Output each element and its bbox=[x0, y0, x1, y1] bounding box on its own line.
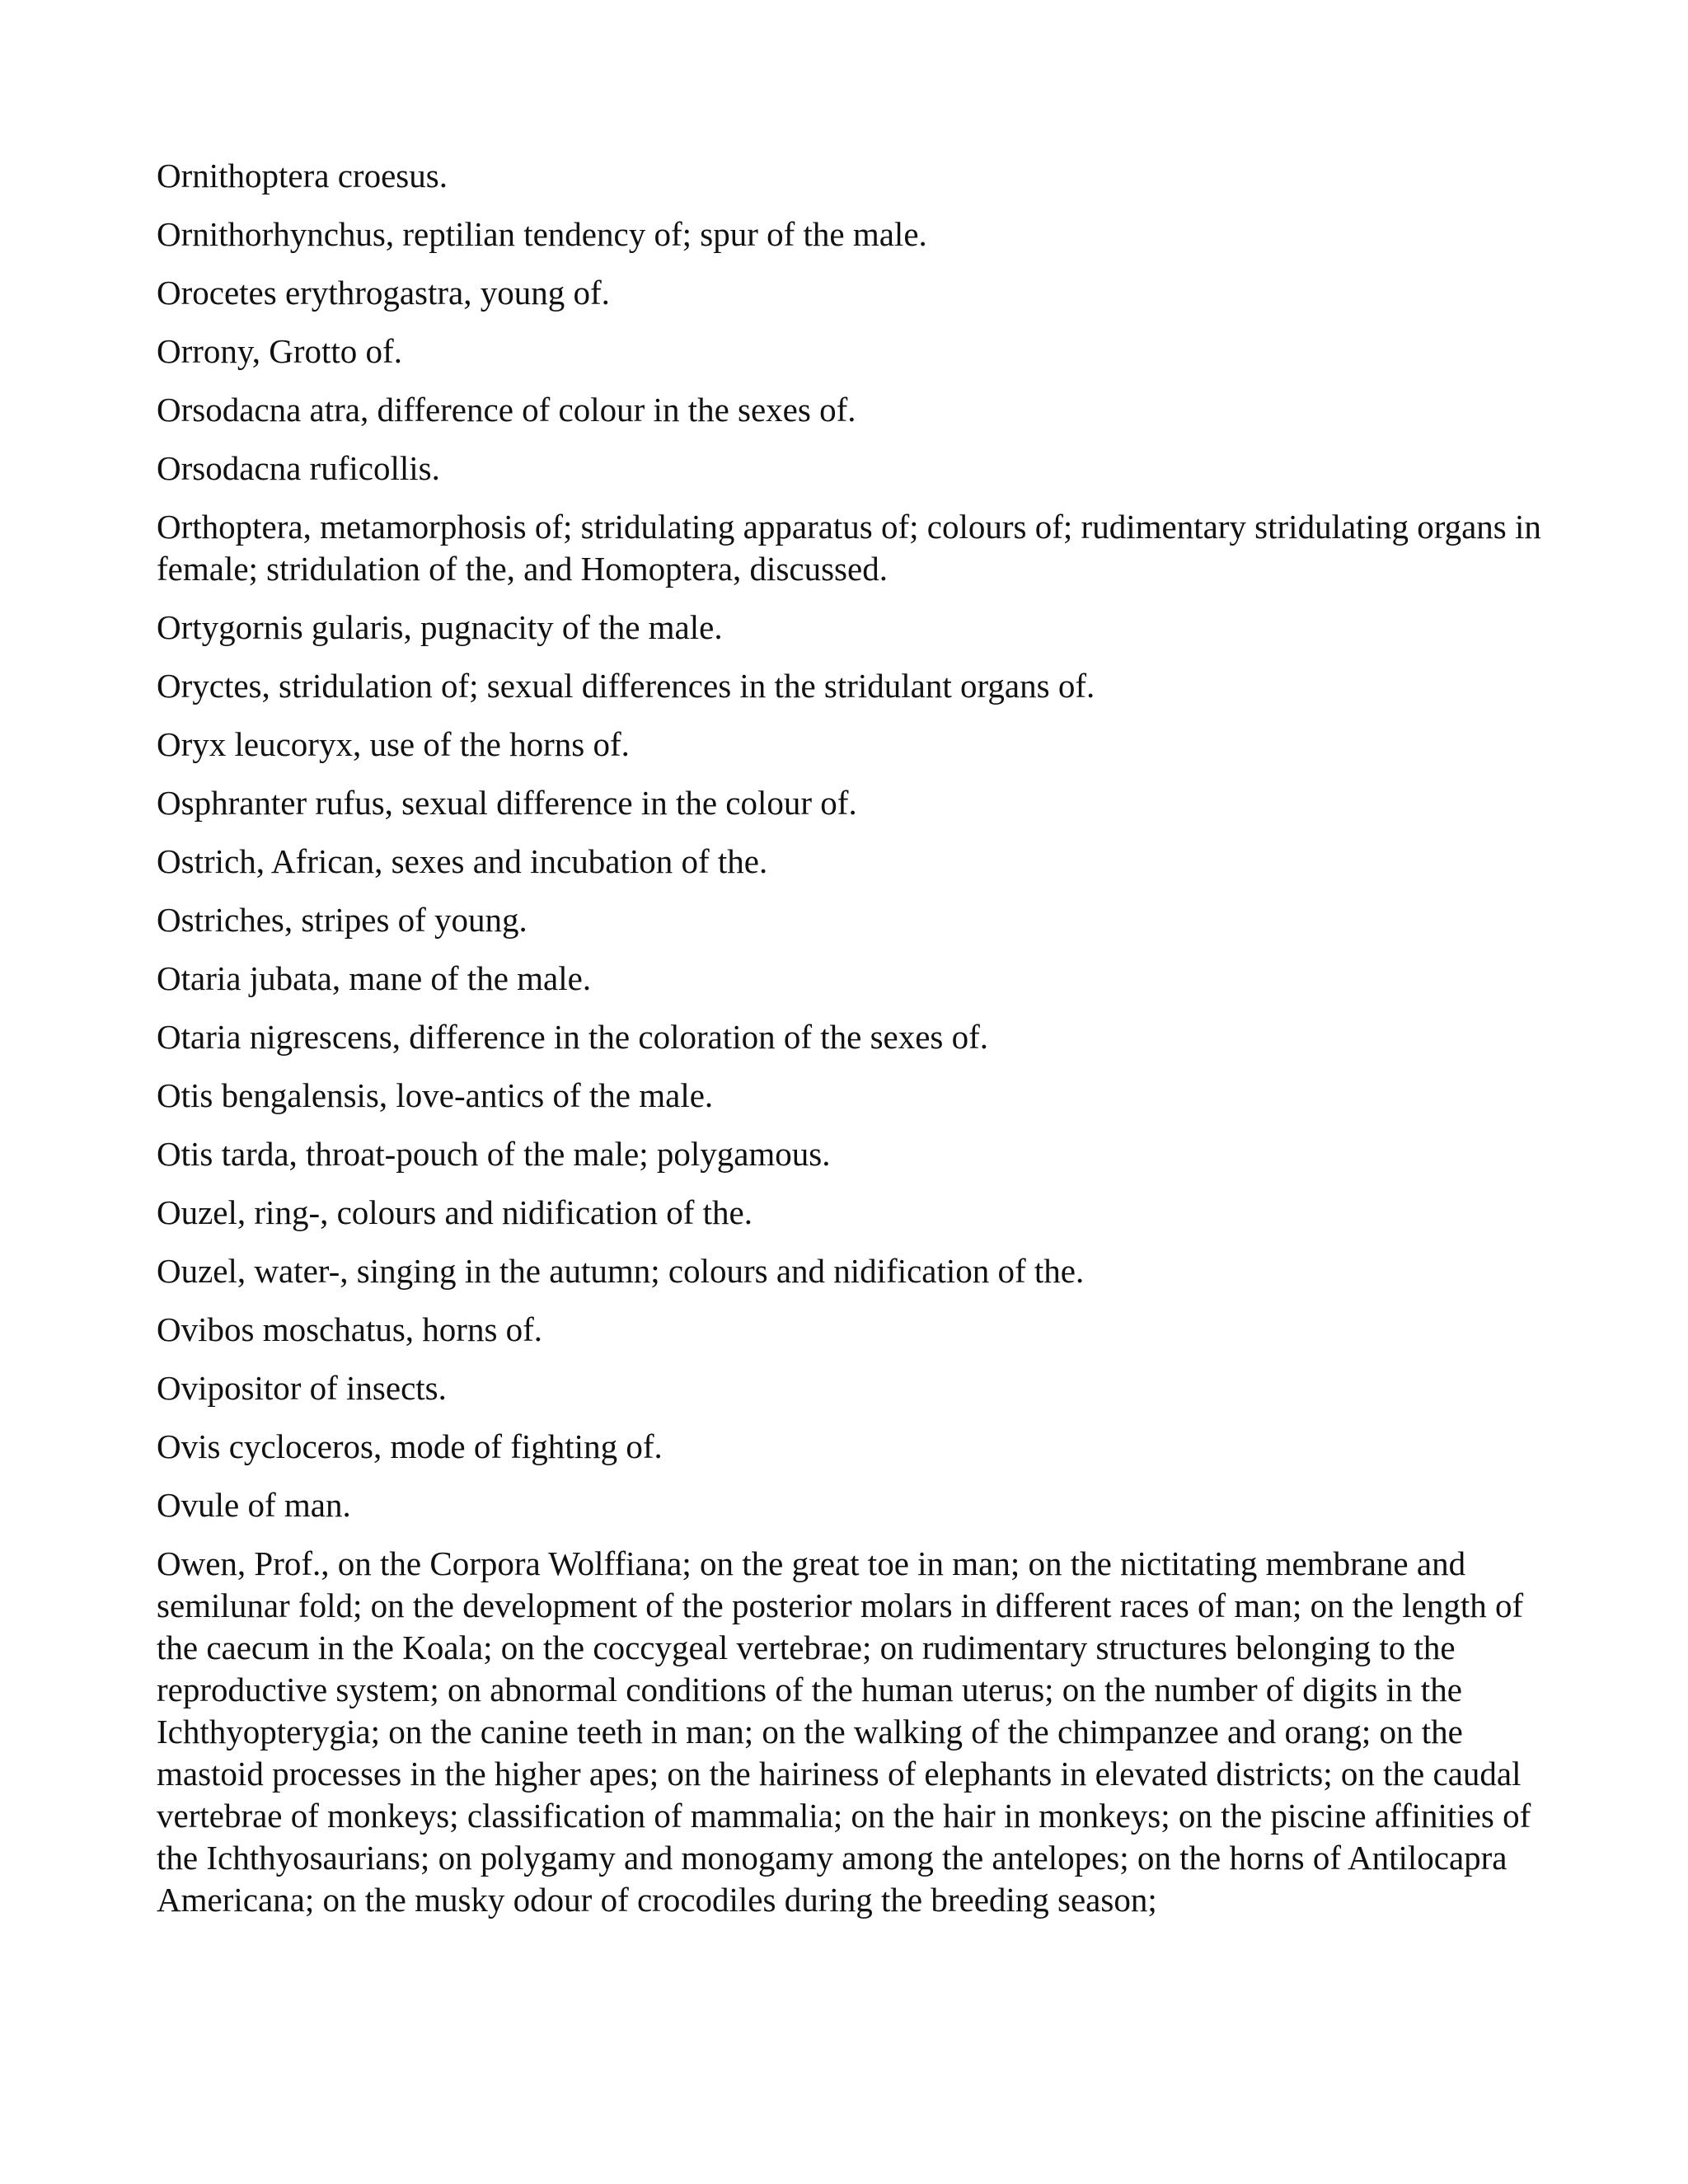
index-entry: Ovule of man. bbox=[157, 1486, 351, 1524]
index-entry: Ovibos moschatus, horns of. bbox=[157, 1310, 543, 1348]
index-entry: Otis tarda, throat-pouch of the male; polygamous. bbox=[157, 1135, 831, 1173]
index-entry: Orocetes erythrogastra, young of. bbox=[157, 274, 610, 312]
index-entry: Oryctes, stridulation of; sexual differences in the stridulant organs of. bbox=[157, 667, 1095, 705]
index-entry: Otaria jubata, mane of the male. bbox=[157, 959, 592, 997]
index-entry: Ortygornis gularis, pugnacity of the male. bbox=[157, 608, 723, 646]
index-entry: Orrony, Grotto of. bbox=[157, 332, 402, 370]
index-entry: Otis bengalensis, love-antics of the male. bbox=[157, 1076, 714, 1114]
index-entry: Orsodacna ruficollis. bbox=[157, 449, 440, 487]
index-entry-list bbox=[157, 155, 1558, 1938]
index-entry: Ornithorhynchus, reptilian tendency of; spur of the male. bbox=[157, 215, 927, 253]
index-entry: Osphranter rufus, sexual difference in the colour of. bbox=[157, 784, 857, 822]
index-entry: Owen, Prof., on the Corpora Wolffiana; on the great toe in man; on the nictitating membrane and semilunar fold; on the development of the posterior molars in different races of man; on the length of the caecum in the Koala; on the coccygeal vertebrae; on rudimentary structures belonging to the reproductive system; on abnormal conditions of the human uterus; on the number of digits in the Ichthyopterygia; on the canine teeth in man; on the walking of the chimpanzee and orang; on the mastoid processes in the higher apes; on the hairiness of elephants in elevated districts; on the caudal vertebrae of monkeys; classification of mammalia; on the hair in monkeys; on the piscine affinities of the Ichthyosaurians; on polygamy and monogamy among the antelopes; on the horns of Antilocapra Americana; on the musky odour of crocodiles during the breeding season; bbox=[157, 1544, 1531, 1919]
index-entry: Ostrich, African, sexes and incubation of the. bbox=[157, 842, 768, 880]
index-entry: Ouzel, ring-, colours and nidification of the. bbox=[157, 1193, 753, 1231]
index-entry: Orsodacna atra, difference of colour in the sexes of. bbox=[157, 391, 856, 429]
index-entry: Ornithoptera croesus. bbox=[157, 157, 448, 194]
index-entry: Otaria nigrescens, difference in the coloration of the sexes of. bbox=[157, 1018, 989, 1056]
index-entry: Ovipositor of insects. bbox=[157, 1369, 447, 1407]
index-entry: Ovis cycloceros, mode of fighting of. bbox=[157, 1427, 663, 1465]
index-entry: Ostriches, stripes of young. bbox=[157, 901, 528, 939]
index-entry: Ouzel, water-, singing in the autumn; colours and nidification of the. bbox=[157, 1252, 1085, 1290]
index-entry: Orthoptera, metamorphosis of; stridulating apparatus of; colours of; rudimentary stridulating organs in female; stridulation of the, and Homoptera, discussed. bbox=[157, 508, 1541, 588]
index-entry: Oryx leucoryx, use of the horns of. bbox=[157, 725, 630, 763]
